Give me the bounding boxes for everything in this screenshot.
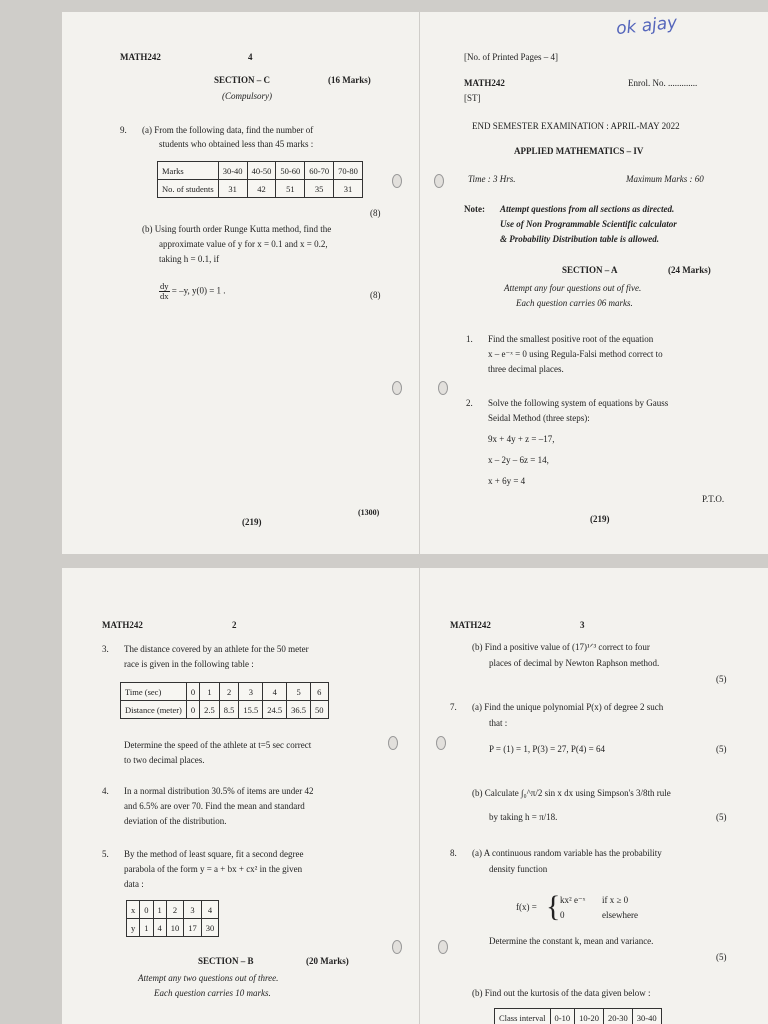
maximum-marks: Maximum Marks : 60 — [626, 174, 704, 184]
least-square-table — [126, 900, 219, 937]
question-text: and 6.5% are over 70. Find the mean and standard — [124, 801, 305, 811]
course-code: MATH242 — [102, 620, 143, 630]
page-number: 2 — [232, 620, 237, 630]
question-text: Seidal Method (three steps): — [488, 413, 590, 423]
question-text: density function — [489, 864, 548, 874]
question-text: x – e⁻ˣ = 0 using Regula-Falsi method correct to — [488, 349, 663, 359]
table-cell: 31 — [218, 180, 247, 198]
question-text: (b) Calculate ∫₀^π/2 sin x dx using Simpson's 3/8th rule — [472, 788, 671, 798]
table-cell: 6 — [311, 683, 329, 701]
question-number: 2. — [466, 398, 473, 408]
table-cell: 51 — [276, 180, 305, 198]
question-text: (a) A continuous random variable has the probability — [472, 848, 662, 858]
subject-title: APPLIED MATHEMATICS – IV — [514, 146, 644, 156]
question-number: 7. — [450, 702, 457, 712]
question-marks: (5) — [716, 744, 727, 754]
page-number: 3 — [580, 620, 585, 630]
question-text: (b) Using fourth order Runge Kutta method, find the — [142, 224, 332, 234]
question-text: Determine the speed of the athlete at t=5 sec correct — [124, 740, 312, 750]
equation: P = (1) = 1, P(3) = 27, P(4) = 64 — [489, 744, 605, 754]
section-heading: SECTION – A — [562, 265, 618, 275]
table-cell: 70-80 — [334, 162, 363, 180]
case-condition: if x ≥ 0 — [602, 895, 629, 905]
question-text: places of decimal by Newton Raphson method. — [489, 658, 660, 668]
table-cell: 1 — [153, 901, 166, 919]
question-text: three decimal places. — [488, 364, 564, 374]
equation: x + 6y = 4 — [488, 476, 526, 486]
table-cell: 2.5 — [200, 701, 220, 719]
question-text: by taking h = π/18. — [489, 812, 558, 822]
question-marks: (5) — [716, 952, 727, 962]
attempt-instruction: Attempt any four questions out of five. — [504, 283, 642, 293]
question-text: (b) Find out the kurtosis of the data given below : — [472, 988, 651, 998]
question-text: data : — [124, 879, 144, 889]
exam-page-1 — [420, 12, 768, 554]
please-turn-over: P.T.O. — [702, 494, 725, 504]
exam-title: END SEMESTER EXAMINATION : APRIL-MAY 2022 — [472, 121, 680, 131]
question-number: 5. — [102, 849, 109, 859]
table-cell: 15.5 — [239, 701, 263, 719]
density-function-lhs: f(x) = — [516, 902, 537, 912]
marks-instruction: Each question carries 10 marks. — [154, 988, 271, 998]
marks-instruction: Each question carries 06 marks. — [516, 298, 633, 308]
note-text: Use of Non Programmable Scientific calculator — [500, 219, 677, 229]
question-marks: (5) — [716, 812, 727, 822]
table-cell: 10-20 — [575, 1009, 604, 1024]
question-number: 8. — [450, 848, 457, 858]
table-row-header: Marks — [158, 162, 219, 180]
question-text: deviation of the distribution. — [124, 816, 227, 826]
course-code: MATH242 — [464, 78, 505, 88]
table-cell: 8.5 — [219, 701, 239, 719]
brace-symbol: { — [546, 890, 561, 923]
table-cell: 0 — [186, 683, 199, 701]
case-condition: elsewhere — [602, 910, 638, 920]
table-row-header: No. of students — [158, 180, 219, 198]
table-cell: 17 — [184, 919, 202, 937]
question-text: In a normal distribution 30.5% of items are under 42 — [124, 786, 314, 796]
table-cell: 1 — [140, 919, 153, 937]
table-cell: 60-70 — [305, 162, 334, 180]
table-cell: 3 — [184, 901, 202, 919]
table-cell: 36.5 — [287, 701, 311, 719]
table-cell: 4 — [201, 901, 219, 919]
page-footer: (219) — [242, 517, 262, 527]
exam-page-3 — [420, 568, 768, 1024]
table-cell: 4 — [263, 683, 287, 701]
table-cell: 40-50 — [247, 162, 276, 180]
punch-hole-icon — [436, 736, 446, 750]
note-text: & Probability Distribution table is allowed. — [500, 234, 660, 244]
differential-equation — [159, 282, 226, 301]
table-cell: 0-10 — [550, 1009, 575, 1024]
question-text: (a) Find the unique polynomial P(x) of degree 2 such — [472, 702, 664, 712]
punch-hole-icon — [438, 940, 448, 954]
question-text: parabola of the form y = a + bx + cx² in the given — [124, 864, 303, 874]
course-code: MATH242 — [450, 620, 491, 630]
table-row-header: Distance (meter) — [121, 701, 187, 719]
table-cell: 2 — [166, 901, 184, 919]
handwritten-signature: ok ajay — [615, 12, 679, 40]
copies-count: (1300) — [358, 508, 380, 517]
case-expression: kx² e⁻ˣ — [560, 895, 586, 905]
exam-time: Time : 3 Hrs. — [468, 174, 516, 184]
section-marks: (24 Marks) — [668, 265, 711, 275]
punch-hole-icon — [438, 381, 448, 395]
page-footer: (219) — [590, 514, 610, 524]
table-cell: 2 — [219, 683, 239, 701]
table-cell: 24.5 — [263, 701, 287, 719]
question-number: 3. — [102, 644, 109, 654]
question-text: that : — [489, 718, 508, 728]
question-number: 9. — [120, 125, 127, 135]
table-cell: 4 — [153, 919, 166, 937]
athlete-table — [120, 682, 329, 719]
table-cell: 30-40 — [218, 162, 247, 180]
section-compulsory: (Compulsory) — [222, 91, 272, 101]
class-interval-table — [494, 1008, 662, 1024]
printed-pages: [No. of Printed Pages – 4] — [464, 52, 558, 62]
question-text: (b) Find a positive value of (17)¹ᐟ³ correct to four — [472, 642, 650, 652]
question-text: The distance covered by an athlete for the 50 meter — [124, 644, 309, 654]
question-text: (a) From the following data, find the number of — [142, 125, 314, 135]
question-text: race is given in the following table : — [124, 659, 254, 669]
course-code: MATH242 — [120, 52, 161, 62]
question-text: Find the smallest positive root of the equation — [488, 334, 654, 344]
question-text: taking h = 0.1, if — [159, 254, 220, 264]
exam-page-2 — [62, 568, 419, 1024]
enrolment-number: Enrol. No. ............. — [628, 78, 698, 88]
section-heading: SECTION – B — [198, 956, 254, 966]
table-cell: 5 — [287, 683, 311, 701]
table-cell: 30 — [201, 919, 219, 937]
question-marks: (5) — [716, 674, 727, 684]
question-text: to two decimal places. — [124, 755, 205, 765]
question-text: Solve the following system of equations by Gauss — [488, 398, 669, 408]
punch-hole-icon — [388, 736, 398, 750]
table-cell: 3 — [239, 683, 263, 701]
punch-hole-icon — [434, 174, 444, 188]
equation: 9x + 4y + z = –17, — [488, 434, 555, 444]
question-marks: (8) — [370, 290, 381, 300]
table-cell: 42 — [247, 180, 276, 198]
table-row-header: Class interval — [495, 1009, 551, 1024]
fraction-denominator: dx — [160, 291, 169, 301]
punch-hole-icon — [392, 381, 402, 395]
note-label: Note: — [464, 204, 485, 214]
equation-text: = –y, y(0) = 1 . — [171, 285, 226, 296]
question-text: Determine the constant k, mean and variance. — [489, 936, 654, 946]
question-marks: (8) — [370, 208, 381, 218]
case-expression: 0 — [560, 910, 565, 920]
table-cell: 0 — [140, 901, 153, 919]
question-number: 1. — [466, 334, 473, 344]
note-text: Attempt questions from all sections as directed. — [500, 204, 675, 214]
table-row-header: Time (sec) — [121, 683, 187, 701]
table-cell: 1 — [200, 683, 220, 701]
section-marks: (16 Marks) — [328, 75, 371, 85]
table-row-header: y — [127, 919, 140, 937]
attempt-instruction: Attempt any two questions out of three. — [138, 973, 279, 983]
table-cell: 10 — [166, 919, 184, 937]
question-text: students who obtained less than 45 marks : — [159, 139, 314, 149]
page-number: 4 — [248, 52, 253, 62]
table-row-header: x — [127, 901, 140, 919]
equation: x – 2y – 6z = 14, — [488, 455, 549, 465]
table-cell: 30-40 — [632, 1009, 661, 1024]
section-marks: (20 Marks) — [306, 956, 349, 966]
table-cell: 35 — [305, 180, 334, 198]
table-cell: 0 — [186, 701, 199, 719]
question-number: 4. — [102, 786, 109, 796]
section-heading: SECTION – C — [214, 75, 271, 85]
fraction-numerator: dy — [160, 281, 169, 291]
marks-table — [157, 161, 363, 198]
table-cell: 50-60 — [276, 162, 305, 180]
punch-hole-icon — [392, 940, 402, 954]
table-cell: 31 — [334, 180, 363, 198]
question-text: By the method of least square, fit a second degree — [124, 849, 304, 859]
question-text: approximate value of y for x = 0.1 and x = 0.2, — [159, 239, 328, 249]
table-cell: 50 — [311, 701, 329, 719]
exam-page-4 — [62, 12, 419, 554]
table-cell: 20-30 — [603, 1009, 632, 1024]
punch-hole-icon — [392, 174, 402, 188]
paper-tag: [ST] — [464, 93, 481, 103]
